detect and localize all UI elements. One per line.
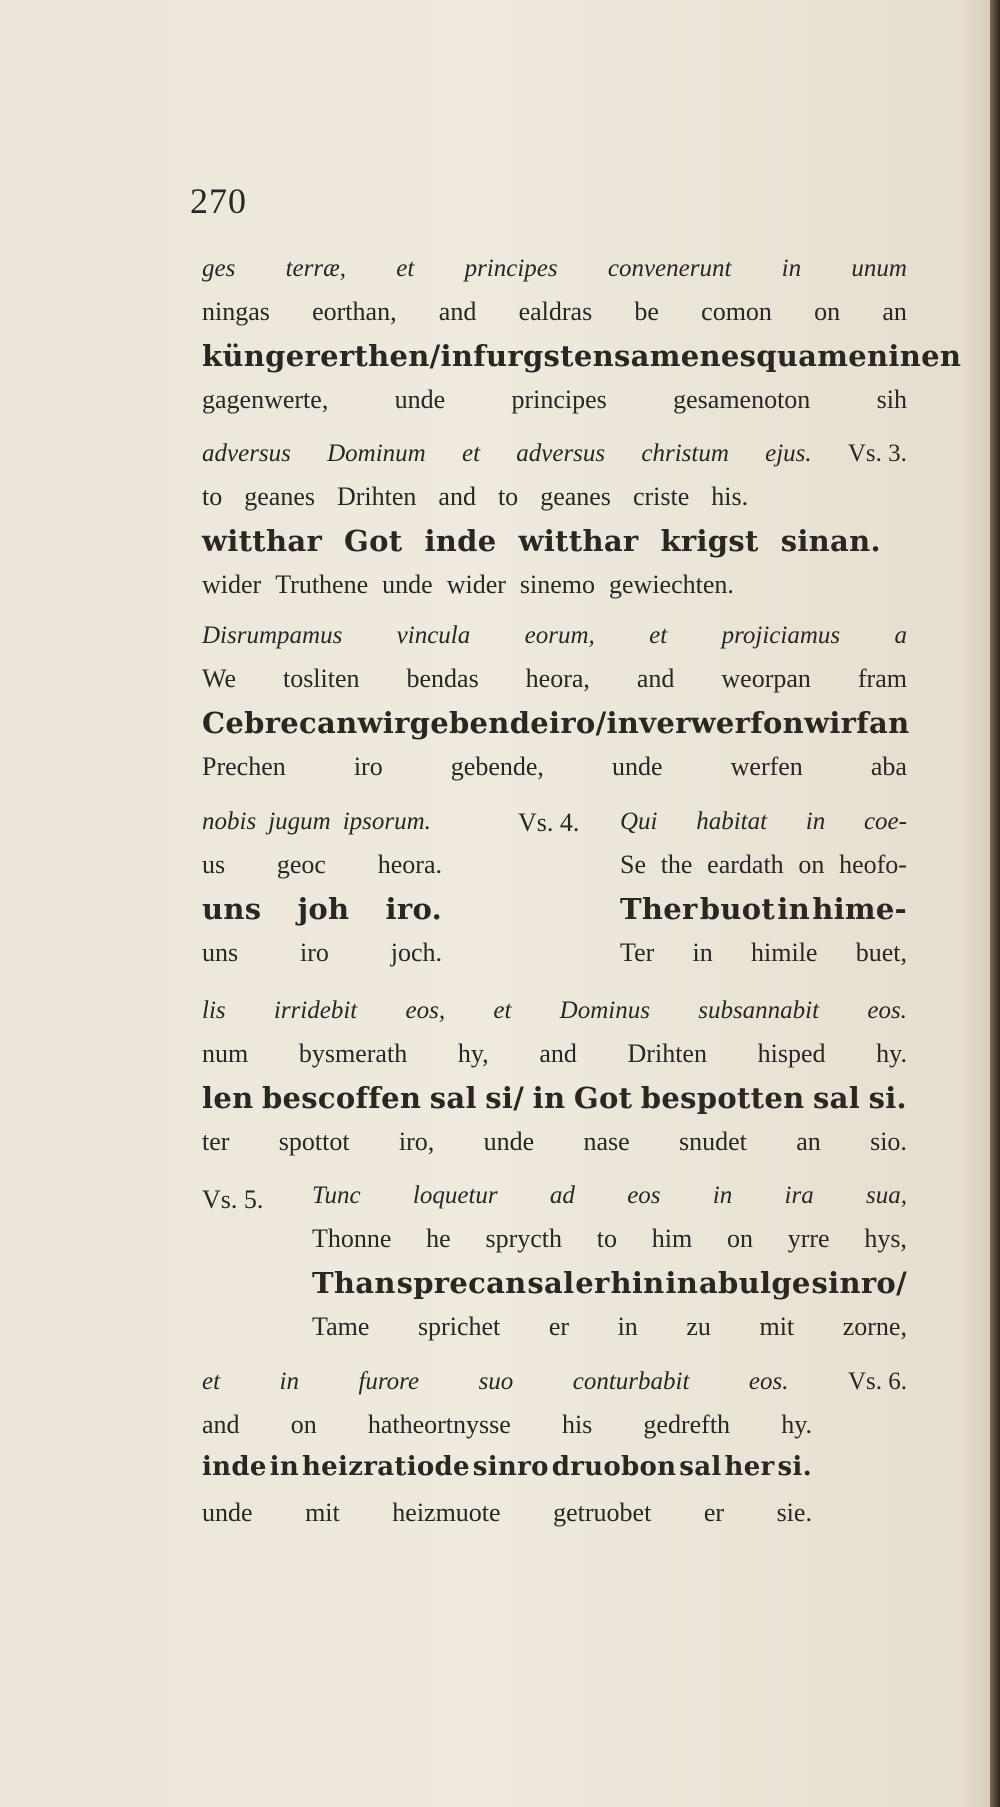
word: on — [290, 1410, 317, 1439]
word: to — [596, 1224, 617, 1253]
word: nase — [583, 1127, 630, 1156]
fraktur-line — [312, 1266, 907, 1312]
word: coe- — [863, 808, 907, 835]
word: sih — [876, 385, 907, 414]
word: he — [426, 1224, 451, 1253]
word: and — [539, 1039, 577, 1068]
word: hy. — [781, 1410, 812, 1439]
word: gagenwerte, — [202, 385, 329, 414]
word: bescoffen — [261, 1081, 422, 1115]
old-high-german-line — [202, 752, 907, 794]
word: his — [561, 1410, 593, 1439]
word: bespotten — [640, 1081, 805, 1115]
word: sprycth — [485, 1224, 563, 1253]
word: gedrefth — [643, 1410, 731, 1439]
word: et — [493, 997, 512, 1024]
word: joch. — [390, 938, 442, 967]
word: in — [606, 706, 640, 740]
word: unde — [612, 752, 663, 781]
fraktur-line — [202, 339, 962, 385]
word: unde — [382, 570, 433, 599]
word: in — [279, 1368, 299, 1395]
word: buot — [699, 892, 776, 926]
word: geanes — [244, 482, 315, 511]
word: mit — [759, 1312, 795, 1341]
verse-reference: Vs. 5. — [202, 1185, 264, 1214]
word: Qui — [620, 808, 658, 835]
word: on — [814, 297, 841, 326]
word: gebende — [409, 706, 550, 740]
word: sal — [429, 1081, 477, 1115]
word: eos. — [748, 1368, 789, 1395]
word: Disrumpamus — [202, 622, 343, 649]
word: bysmerath — [298, 1039, 408, 1068]
word: sal — [679, 1452, 722, 1482]
word: gesamenoton — [673, 385, 811, 414]
word: ad — [549, 1182, 575, 1209]
word: heora, — [525, 664, 590, 693]
word: en — [921, 339, 962, 373]
word: hy, — [457, 1039, 489, 1068]
word: bendas — [406, 664, 479, 693]
word: him — [651, 1224, 693, 1253]
word: his. — [711, 482, 749, 511]
word: Drihten — [336, 482, 417, 511]
word: eos — [627, 1182, 661, 1209]
word: sinemo — [519, 570, 595, 599]
word: künger — [202, 339, 321, 373]
word: krigst — [660, 524, 759, 558]
word: in — [692, 938, 713, 967]
word: iro/ — [549, 706, 607, 740]
word: Truthene — [275, 570, 369, 599]
latin-line — [202, 440, 907, 482]
word: Tunc — [312, 1182, 361, 1209]
word: Ter — [620, 938, 655, 967]
word: witthar — [518, 524, 639, 558]
word: gebende, — [450, 752, 544, 781]
word: a — [894, 622, 907, 649]
word: projiciamus — [721, 622, 841, 649]
anglo-saxon-line — [202, 297, 907, 339]
word: sal — [813, 1081, 861, 1115]
old-high-german-line — [202, 570, 907, 612]
anglo-saxon-line — [202, 1410, 812, 1452]
word: unde — [202, 1498, 253, 1527]
word: Dominus — [559, 997, 650, 1024]
word: werfen — [730, 752, 803, 781]
word: zu — [686, 1312, 711, 1341]
word: sinan. — [780, 524, 881, 558]
word: wir — [357, 706, 410, 740]
word: terræ, — [285, 255, 347, 282]
word: num — [202, 1039, 249, 1068]
anglo-saxon-line — [620, 850, 907, 892]
verse-reference: Vs. 6. — [847, 1368, 907, 1395]
word: vincula — [396, 622, 471, 649]
word: geoc — [276, 850, 326, 879]
word: sprichet — [417, 1312, 501, 1341]
fraktur-line — [202, 1452, 812, 1498]
word: hatheortnysse — [367, 1410, 511, 1439]
word: convenerunt — [607, 255, 732, 282]
word: si. — [868, 1081, 907, 1115]
word: unum — [851, 255, 907, 282]
latin-line — [202, 997, 907, 1039]
word: lis — [202, 997, 226, 1024]
word: in — [777, 892, 810, 926]
word: wider — [202, 570, 262, 599]
word: Prechen — [202, 752, 286, 781]
word: buet, — [855, 938, 907, 967]
word: et — [649, 622, 668, 649]
word: hime- — [812, 892, 907, 926]
word: geanes — [540, 482, 611, 511]
word: conturbabit — [572, 1368, 690, 1395]
word: gewiechten. — [609, 570, 734, 599]
page-number: 270 — [190, 181, 247, 221]
word: suo — [478, 1368, 514, 1395]
old-high-german-line — [202, 1498, 812, 1540]
word: subsannabit — [698, 997, 820, 1024]
word: and — [202, 1410, 240, 1439]
word: and — [636, 664, 675, 693]
word: ter — [202, 1127, 230, 1156]
word: uns — [202, 892, 262, 926]
word: hisped — [757, 1039, 826, 1068]
word: inde — [424, 524, 497, 558]
word: her — [724, 1452, 775, 1482]
word: in — [440, 339, 474, 373]
word: er — [575, 1266, 610, 1300]
word: unde — [483, 1127, 535, 1156]
word: Ther — [620, 892, 698, 926]
word: nobis — [202, 808, 257, 835]
word: eorthan, — [312, 297, 397, 326]
word: eos. — [867, 997, 907, 1024]
word: getruobet — [553, 1498, 652, 1527]
word: er — [703, 1498, 725, 1527]
word: iro — [353, 752, 383, 781]
fraktur-line — [620, 892, 907, 938]
word: Tame — [312, 1312, 370, 1341]
word: an — [882, 297, 907, 326]
word: hin — [610, 1266, 665, 1300]
old-high-german-line — [202, 1127, 907, 1169]
word: heizratiode — [301, 1452, 470, 1482]
latin-line — [202, 1368, 907, 1410]
word: criste — [632, 482, 690, 511]
word: wider — [446, 570, 506, 599]
word: christum — [641, 440, 729, 467]
word: er — [548, 1312, 570, 1341]
word: verwerfon — [639, 706, 805, 740]
stanza-5 — [202, 997, 907, 1169]
word: eardath — [707, 850, 784, 879]
word: et — [396, 255, 415, 282]
word: druobon — [551, 1452, 677, 1482]
right-column — [620, 808, 907, 980]
word: Dominum — [327, 440, 426, 467]
word: sinro — [472, 1452, 549, 1482]
anglo-saxon-line — [202, 1039, 907, 1081]
word: quamen — [756, 339, 889, 373]
word: loquetur — [412, 1182, 498, 1209]
verse-reference: Vs. 3. — [847, 440, 907, 467]
word: in — [532, 1081, 566, 1115]
word: ningas — [202, 297, 270, 326]
latin-line — [202, 808, 442, 850]
word: be — [634, 297, 659, 326]
word: Thonne — [312, 1224, 392, 1253]
word: irridebit — [273, 997, 358, 1024]
latin-line — [202, 622, 907, 664]
word: and — [438, 297, 477, 326]
word: on — [798, 850, 825, 879]
word: Se — [620, 850, 646, 879]
word: to — [497, 482, 519, 511]
word: principes — [511, 385, 607, 414]
word: fan — [856, 706, 910, 740]
word: zorne, — [842, 1312, 907, 1341]
word: jugum — [268, 808, 331, 835]
word: si. — [777, 1452, 812, 1482]
word: an — [796, 1127, 821, 1156]
word: mit — [305, 1498, 340, 1527]
word: si/ — [485, 1081, 525, 1115]
word: spottot — [278, 1127, 350, 1156]
word: us — [202, 850, 226, 879]
old-high-german-line — [202, 938, 442, 980]
word: sie. — [776, 1498, 812, 1527]
fraktur-line — [202, 706, 910, 752]
stanza-7 — [202, 1368, 907, 1540]
stanza-1 — [202, 255, 962, 427]
word: habitat — [696, 808, 768, 835]
word: et — [461, 440, 481, 467]
word: joh — [297, 892, 350, 926]
verse-reference: Vs. 4. — [518, 808, 580, 837]
left-column — [202, 808, 442, 980]
anglo-saxon-line — [202, 482, 907, 524]
stanza-6 — [312, 1182, 907, 1354]
word: ealdras — [518, 297, 593, 326]
word: fram — [857, 664, 907, 693]
word: hy. — [876, 1039, 907, 1068]
word: the — [660, 850, 693, 879]
word: heofo- — [839, 850, 907, 879]
stanza-3 — [202, 622, 910, 794]
word: eos, — [405, 997, 446, 1024]
word: on — [726, 1224, 753, 1253]
word: iro — [299, 938, 329, 967]
word: heora. — [377, 850, 442, 879]
word: Got — [573, 1081, 633, 1115]
old-high-german-line — [202, 385, 907, 427]
word: sinro/ — [811, 1266, 907, 1300]
word: adversus — [202, 440, 291, 467]
anglo-saxon-line — [202, 850, 442, 892]
word: Cebrecan — [202, 706, 358, 740]
latin-line — [202, 255, 907, 297]
word: in — [781, 255, 802, 282]
old-high-german-line — [620, 938, 907, 980]
word: heizmuote — [392, 1498, 501, 1527]
word: inde — [202, 1452, 267, 1482]
word: ipsorum. — [342, 808, 431, 835]
word: ges — [202, 255, 236, 282]
word: to — [202, 482, 223, 511]
word: ira — [784, 1182, 814, 1209]
word: sua, — [866, 1182, 907, 1209]
word: samenes — [614, 339, 757, 373]
latin-line — [312, 1182, 907, 1224]
word: weorpan — [721, 664, 811, 693]
word: snudet — [679, 1127, 747, 1156]
word: unde — [394, 385, 446, 414]
word: himile — [751, 938, 818, 967]
word: Than — [312, 1266, 396, 1300]
word: furore — [358, 1368, 420, 1395]
word: hys, — [864, 1224, 907, 1253]
fraktur-line — [202, 524, 907, 570]
anglo-saxon-line — [312, 1224, 907, 1266]
word: in — [269, 1452, 300, 1482]
fraktur-line — [202, 1081, 907, 1127]
word: eorum, — [524, 622, 595, 649]
word: aba — [870, 752, 907, 781]
word: and — [438, 482, 476, 511]
word: sprecan — [396, 1266, 527, 1300]
word: ejus. — [765, 440, 812, 467]
word: We — [202, 664, 236, 693]
stanza-2 — [202, 440, 907, 612]
fraktur-line — [202, 892, 442, 938]
word: erthen/ — [320, 339, 441, 373]
word: witthar — [202, 524, 323, 558]
word: iro. — [385, 892, 442, 926]
word: in — [888, 339, 922, 373]
word: sal — [527, 1266, 575, 1300]
word: sio. — [870, 1127, 907, 1156]
word: adversus — [516, 440, 606, 467]
word: comon — [701, 297, 772, 326]
word: tosliten — [282, 664, 360, 693]
word: in — [805, 808, 826, 835]
word: et — [202, 1368, 221, 1395]
word: wir — [804, 706, 857, 740]
anglo-saxon-line — [202, 664, 907, 706]
word: yrre — [787, 1224, 830, 1253]
word: uns — [202, 938, 239, 967]
word: in — [617, 1312, 638, 1341]
word: len — [202, 1081, 254, 1115]
word: Got — [344, 524, 403, 558]
word: Drihten — [627, 1039, 707, 1068]
word: in — [665, 1266, 699, 1300]
latin-line — [620, 808, 907, 850]
word: principes — [464, 255, 558, 282]
book-spine-edge — [990, 0, 1000, 1807]
old-high-german-line — [312, 1312, 907, 1354]
word: in — [712, 1182, 733, 1209]
word: iro, — [398, 1127, 435, 1156]
word: abulge — [698, 1266, 811, 1300]
word: furgsten — [473, 339, 614, 373]
